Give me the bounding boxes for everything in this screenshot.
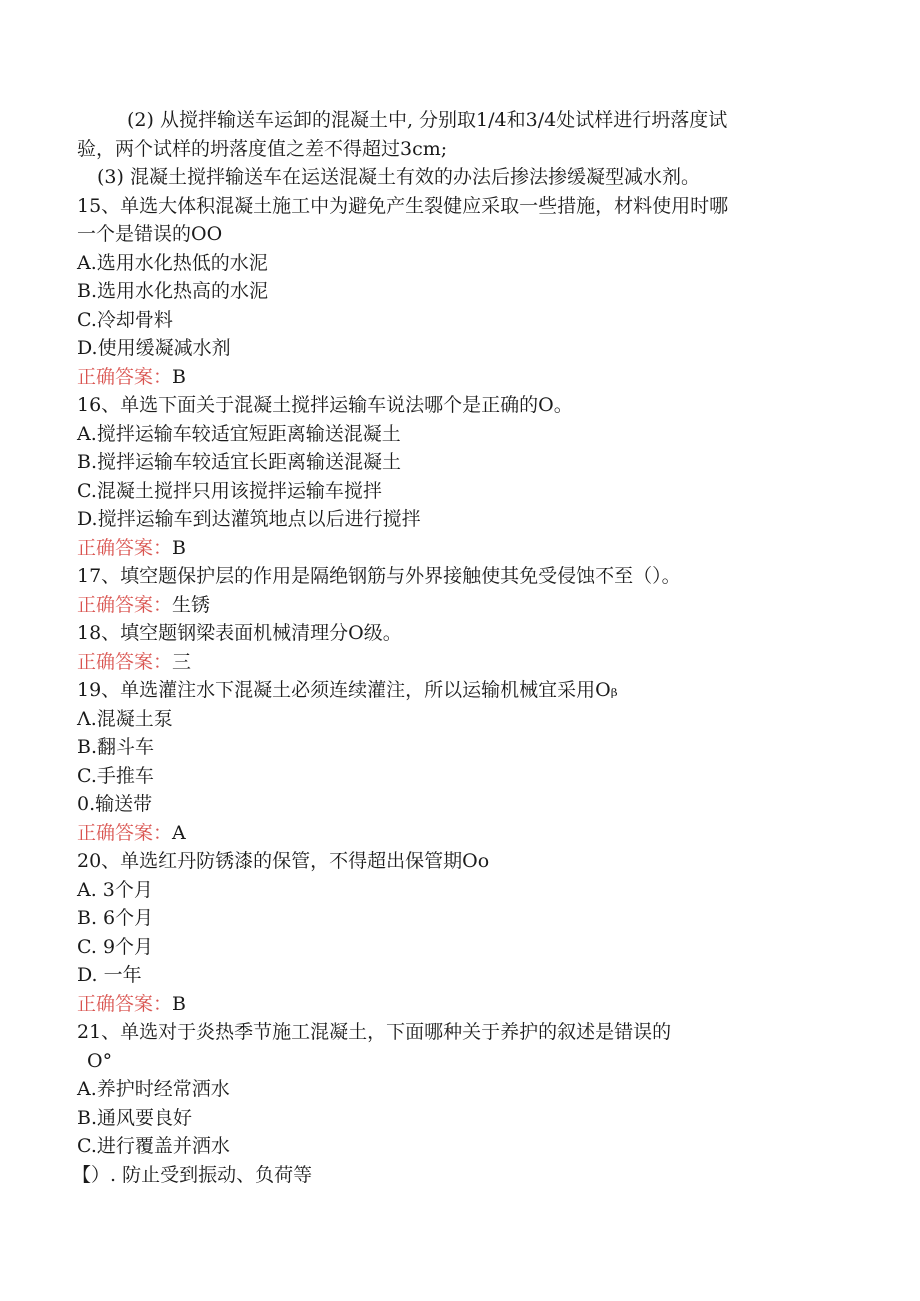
q21-stem-line-1: 21、单选对于炎热季节施工混凝土，下面哪种关于养护的叙述是错误的 xyxy=(77,1021,672,1043)
q19-option-b: B.翻斗车 xyxy=(77,736,155,758)
q15-stem-line-1: 15、单选大体积混凝土施工中为避免产生裂健应采取一些措施，材料使用时哪 xyxy=(77,195,729,217)
q16-answer-value: B xyxy=(172,537,186,559)
q19-option-a: Λ.混凝土泵 xyxy=(77,708,173,730)
q20-option-d: D. 一年 xyxy=(77,964,142,986)
q15-answer-value: B xyxy=(172,366,186,388)
q16-option-d: D.搅拌运输车到达灌筑地点以后进行搅拌 xyxy=(77,508,421,530)
q20-answer xyxy=(77,990,186,1018)
q21-option-b: B.通风要良好 xyxy=(77,1107,193,1129)
q19-answer xyxy=(77,819,186,847)
q16-option-a: A.搅拌运输车较适宜短距离输送混凝土 xyxy=(77,423,401,445)
q21-option-a: A.养护时经常洒水 xyxy=(77,1078,230,1100)
q17-stem: 17、填空题保护层的作用是隔绝钢筋与外界接触使其免受侵蚀不至（）。 xyxy=(77,565,681,587)
answer-label: 正确答案： xyxy=(77,594,173,616)
q20-option-b: B. 6个月 xyxy=(77,907,154,929)
q15-option-a: A.选用水化热低的水泥 xyxy=(77,252,268,274)
q15-option-d: D.使用缓凝减水剂 xyxy=(77,337,231,359)
q18-answer xyxy=(77,648,191,676)
q18-stem: 18、填空题钢梁表面机械清理分O级。 xyxy=(77,622,402,644)
q20-option-c: C. 9个月 xyxy=(77,936,154,958)
q19-option-d: 0.输送带 xyxy=(77,793,153,815)
q17-answer-value: 生锈 xyxy=(172,594,211,616)
q16-stem: 16、单选下面关于混凝土搅拌运输车说法哪个是正确的O。 xyxy=(77,394,573,416)
q15-option-c: C.冷却骨料 xyxy=(77,309,173,331)
intro-line-2: 验，两个试样的坍落度值之差不得超过3cm; xyxy=(77,138,448,160)
answer-label: 正确答案： xyxy=(77,651,173,673)
q20-stem: 20、单选红丹防锈漆的保管，不得超出保管期Oo xyxy=(77,850,490,872)
intro-line-1: (2) 从搅拌输送车运卸的混凝土中, 分别取1/4和3/4处试样进行坍落度试 xyxy=(127,109,728,131)
q21-option-d: 【）. 防止受到振动、负荷等 xyxy=(72,1164,313,1186)
q20-option-a: A. 3个月 xyxy=(77,879,153,901)
intro-line-3: (3) 混凝土搅拌输送车在运送混凝土有效的办法后掺法掺缓凝型减水剂。 xyxy=(97,166,700,188)
answer-label: 正确答案： xyxy=(77,366,173,388)
q19-answer-value: A xyxy=(172,822,186,844)
q21-stem-line-2: O° xyxy=(87,1050,113,1072)
q19-option-c: C.手推车 xyxy=(77,765,154,787)
q21-option-c: C.进行覆盖并洒水 xyxy=(77,1135,230,1157)
q19-stem: 19、单选灌注水下混凝土必须连续灌注，所以运输机械宜采用Oᵦ xyxy=(77,679,618,701)
q16-option-b: B.搅拌运输车较适宜长距离输送混凝土 xyxy=(77,451,402,473)
q15-stem-line-2: 一个是错误的OO xyxy=(77,223,223,245)
answer-label: 正确答案： xyxy=(77,822,173,844)
q16-option-c: C.混凝土搅拌只用该搅拌运输车搅拌 xyxy=(77,480,382,502)
q16-answer xyxy=(77,534,186,562)
q15-answer xyxy=(77,363,186,391)
q18-answer-value: 三 xyxy=(172,651,192,673)
q15-option-b: B.选用水化热高的水泥 xyxy=(77,280,269,302)
q20-answer-value: B xyxy=(172,993,186,1015)
answer-label: 正确答案： xyxy=(77,993,173,1015)
answer-label: 正确答案： xyxy=(77,537,173,559)
q17-answer xyxy=(77,591,210,619)
